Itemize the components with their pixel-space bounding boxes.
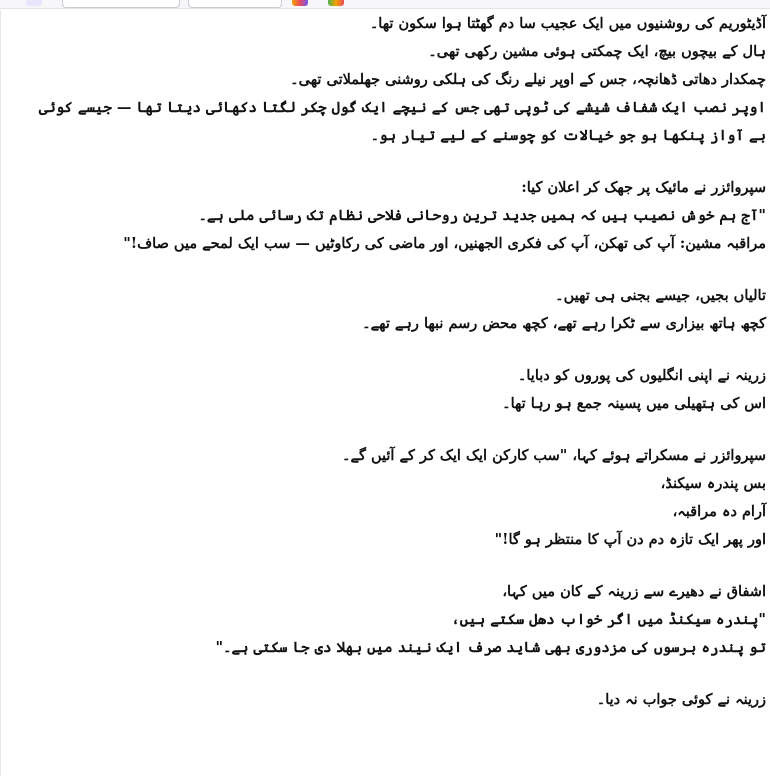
- text-line: "پندرہ سیکنڈ میں اگر خواب دھل سکتے ہیں،: [451, 611, 766, 628]
- highlight-picker-icon[interactable]: [328, 0, 344, 6]
- text-line: چمکدار دھاتی ڈھانچہ، جس کے اوپر نیلے رنگ کی ہلکی روشنی جھلملاتی تھی۔: [290, 71, 766, 88]
- page-edge: [0, 10, 1, 776]
- paragraph: [20, 282, 766, 338]
- color-picker-icon[interactable]: [292, 0, 308, 6]
- paragraph: [20, 174, 766, 258]
- toolbar-icon[interactable]: [26, 0, 42, 6]
- text-line: تالیاں بجیں، جیسے بجنی ہی تھیں۔: [555, 287, 766, 304]
- text-line: سپروائزر نے مائیک پر جھک کر اعلان کیا:: [521, 179, 766, 196]
- paragraph: [20, 362, 766, 418]
- text-line: "آج ہم خوش نصیب ہیں کہ ہمیں جدید ترین روحانی فلاحی نظام تک رسائی ملی ہے۔: [198, 207, 766, 224]
- text-line: اوپر نصب ایک شفاف شیشے کی ٹوپی تھی جس کے نیچے ایک گول چکر لگتا دکھائی دیتا تھا — جیسے کوئی بے آواز پنکھا ہو جو خیالات کو چوسنے کے لیے تیار ہو۔: [38, 99, 766, 144]
- text-line: اور پھر ایک تازہ دم دن آپ کا منتظر ہو گا!": [494, 531, 766, 548]
- size-selector[interactable]: [188, 0, 282, 8]
- text-line: زرینہ نے کوئی جواب نہ دیا۔: [596, 691, 766, 708]
- paragraph: [20, 578, 766, 662]
- text-line: آرام دہ مراقبہ،: [672, 503, 766, 520]
- text-line: آڈیٹوریم کی روشنیوں میں ایک عجیب سا دم گھٹتا ہوا سکون تھا۔: [369, 15, 766, 32]
- document-body[interactable]: [20, 10, 766, 738]
- text-line: سپروائزر نے مسکراتے ہوئے کہا، "سب کارکن ایک ایک کر کے آئیں گے۔: [342, 447, 766, 464]
- text-line: تو پندرہ برسوں کی مزدوری بھی شاید صرف ایک نیند میں بھلا دی جا سکتی ہے۔": [215, 639, 766, 656]
- paragraph: [20, 10, 766, 150]
- text-line: اس کی ہتھیلی میں پسینہ جمع ہو رہا تھا۔: [502, 395, 766, 412]
- font-selector[interactable]: [62, 0, 180, 8]
- paragraph: [20, 686, 766, 714]
- text-line: بس پندرہ سیکنڈ،: [660, 475, 766, 492]
- paragraph: [20, 442, 766, 554]
- text-line: زرینہ نے اپنی انگلیوں کی پوروں کو دبایا۔: [517, 367, 766, 384]
- editor-toolbar-strip: [0, 0, 770, 9]
- text-line: اشفاق نے دھیرے سے زرینہ کے کان میں کہا،: [502, 583, 766, 600]
- text-line: مراقبہ مشین: آپ کی تھکن، آپ کی فکری الجھنیں، اور ماضی کی رکاوٹیں — سب ایک لمحے میں صاف!": [123, 235, 766, 252]
- text-line: کچھ ہاتھ بیزاری سے ٹکرا رہے تھے، کچھ محض رسم نبھا رہے تھے۔: [362, 315, 766, 332]
- text-line: ہال کے بیچوں بیچ، ایک چمکتی ہوئی مشین رکھی تھی۔: [428, 43, 766, 60]
